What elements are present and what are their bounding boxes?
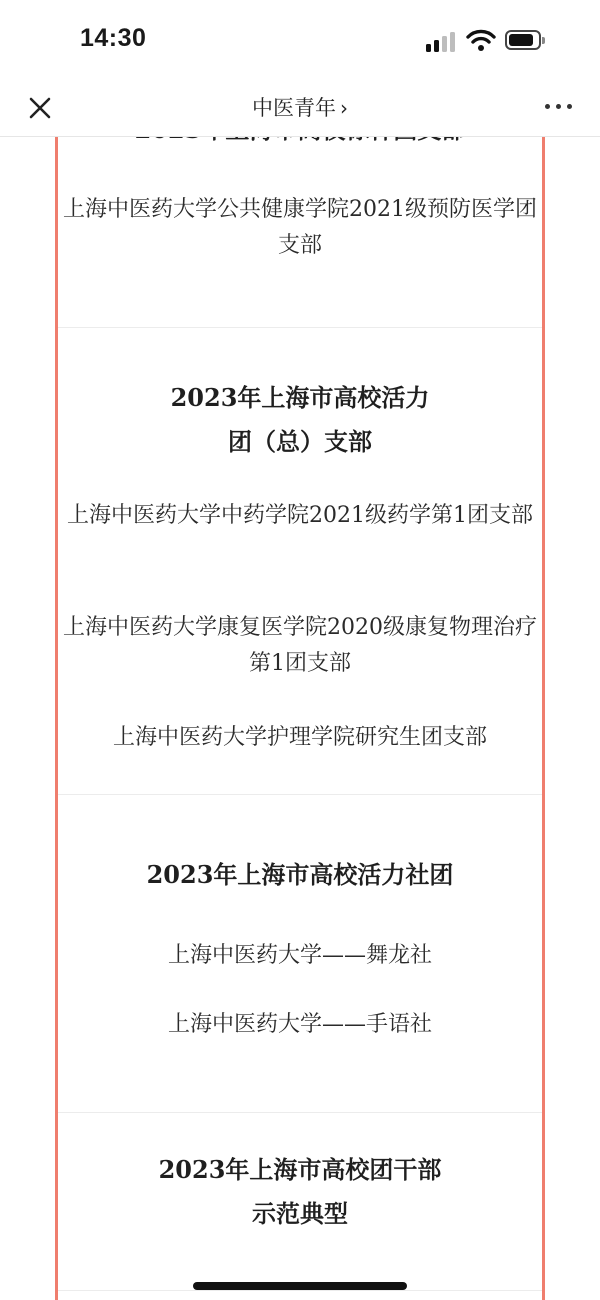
section-divider bbox=[58, 327, 542, 328]
article-content bbox=[0, 80, 600, 1300]
status-time: 14:30 bbox=[80, 24, 147, 52]
honor-item: 上海中医药大学——舞龙社 bbox=[167, 943, 432, 968]
status-bar bbox=[0, 0, 600, 80]
honor-item: 上海中医药大学护理学院研究生团支部 bbox=[112, 725, 487, 750]
honor-item: 上海中医药大学——手语社 bbox=[167, 1012, 432, 1037]
account-title-link[interactable] bbox=[0, 92, 600, 122]
battery-icon bbox=[505, 30, 541, 50]
wifi-icon bbox=[466, 28, 496, 52]
section-heading: 2023年上海市高校活力社团 bbox=[146, 860, 454, 889]
cellular-signal-icon bbox=[426, 30, 458, 52]
nav-bar bbox=[0, 80, 600, 137]
more-options-icon[interactable] bbox=[545, 104, 575, 112]
honor-item: 上海中医药大学康复医学院2020级康复物理治疗第1团支部 bbox=[63, 615, 537, 676]
home-indicator[interactable] bbox=[193, 1282, 407, 1290]
section-divider bbox=[58, 794, 542, 795]
section-heading-line-1: 2023年上海市高校活力 bbox=[170, 383, 430, 412]
account-name: 中医青年 bbox=[252, 96, 336, 120]
section-divider bbox=[58, 1112, 542, 1113]
honor-item: 上海中医药大学中药学院2021级药学第1团支部 bbox=[67, 503, 533, 528]
section-heading-line-2: 示范典型 bbox=[252, 1199, 348, 1228]
section-heading-line-1: 2023年上海市高校团干部 bbox=[158, 1155, 442, 1184]
section-heading-line-2: 团（总）支部 bbox=[228, 427, 372, 456]
section-divider bbox=[58, 1290, 542, 1291]
honor-item: 上海中医药大学公共健康学院2021级预防医学团支部 bbox=[63, 197, 537, 258]
chevron-right-icon: › bbox=[340, 96, 348, 120]
